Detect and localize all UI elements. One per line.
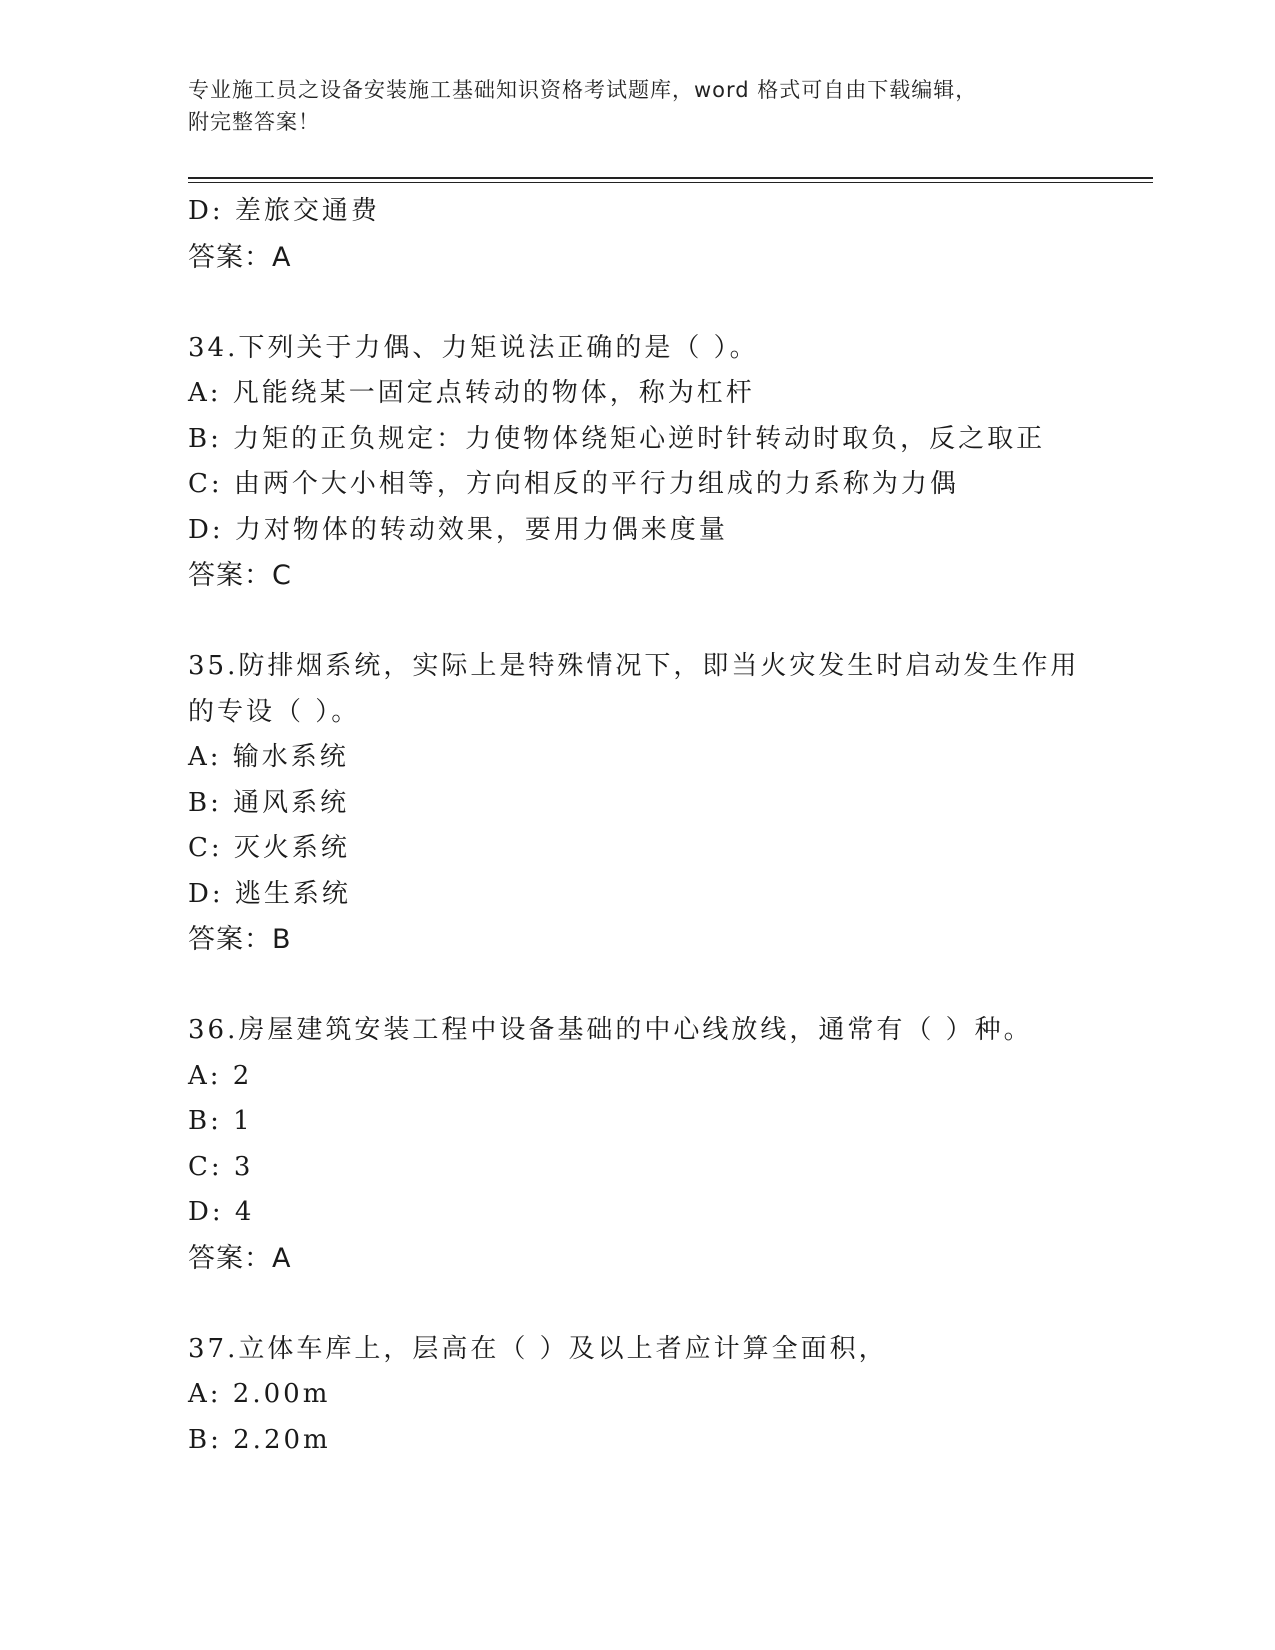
option-b: B: 1 <box>188 1106 253 1136</box>
question-stem-continued: 的专设（ ）。 <box>188 696 361 727</box>
question-stem: 37.立体车库上，层高在（ ）及以上者应计算全面积， <box>188 1333 888 1364</box>
header-divider-thin <box>188 182 1153 183</box>
question-list <box>188 189 1088 1463</box>
option-c: C: 由两个大小相等，方向相反的平行力组成的力系称为力偶 <box>188 469 959 499</box>
question-35 <box>188 644 1088 963</box>
question-34 <box>188 326 1088 599</box>
spacer <box>188 1281 1088 1327</box>
question-stem: 36.房屋建筑安装工程中设备基础的中心线放线，通常有（ ）种。 <box>188 1015 1033 1045</box>
answer-line: 答案：A <box>188 241 292 273</box>
spacer <box>188 963 1088 1009</box>
option-d: D: 力对物体的转动效果，要用力偶来度量 <box>188 514 728 545</box>
option-d: D: 逃生系统 <box>188 878 351 909</box>
question-stem: 34.下列关于力偶、力矩说法正确的是（ ）。 <box>188 332 759 363</box>
spacer <box>188 280 1088 326</box>
option-a: A: 输水系统 <box>188 742 349 772</box>
header-divider-thick <box>188 177 1153 179</box>
answer-line: 答案：B <box>188 924 292 955</box>
answer-line: 答案：C <box>188 560 292 591</box>
option-a: A: 2.00m <box>188 1379 331 1409</box>
page-header <box>188 74 1088 138</box>
option-d: D: 4 <box>188 1197 255 1227</box>
option-b: B: 2.20m <box>188 1424 331 1455</box>
header-line-2: 附完整答案！ <box>188 110 320 134</box>
option-a: A: 2 <box>188 1060 253 1091</box>
spacer <box>188 599 1088 645</box>
header-line-1: 专业施工员之设备安装施工基础知识资格考试题库，word 格式可自由下载编辑， <box>188 78 978 102</box>
option-d: D: 差旅交通费 <box>188 196 380 226</box>
previous-question-tail <box>188 189 1088 280</box>
question-stem: 35.防排烟系统，实际上是特殊情况下，即当火灾发生时启动发生作用 <box>188 651 1080 681</box>
question-37 <box>188 1327 1088 1464</box>
option-a: A: 凡能绕某一固定点转动的物体，称为杠杆 <box>188 378 755 408</box>
option-c: C: 3 <box>188 1151 254 1182</box>
option-b: B: 力矩的正负规定：力使物体绕矩心逆时针转动时取负，反之取正 <box>188 423 1046 454</box>
question-36 <box>188 1008 1088 1281</box>
option-b: B: 通风系统 <box>188 787 350 818</box>
option-c: C: 灭火系统 <box>188 833 350 863</box>
answer-line: 答案：A <box>188 1242 292 1274</box>
